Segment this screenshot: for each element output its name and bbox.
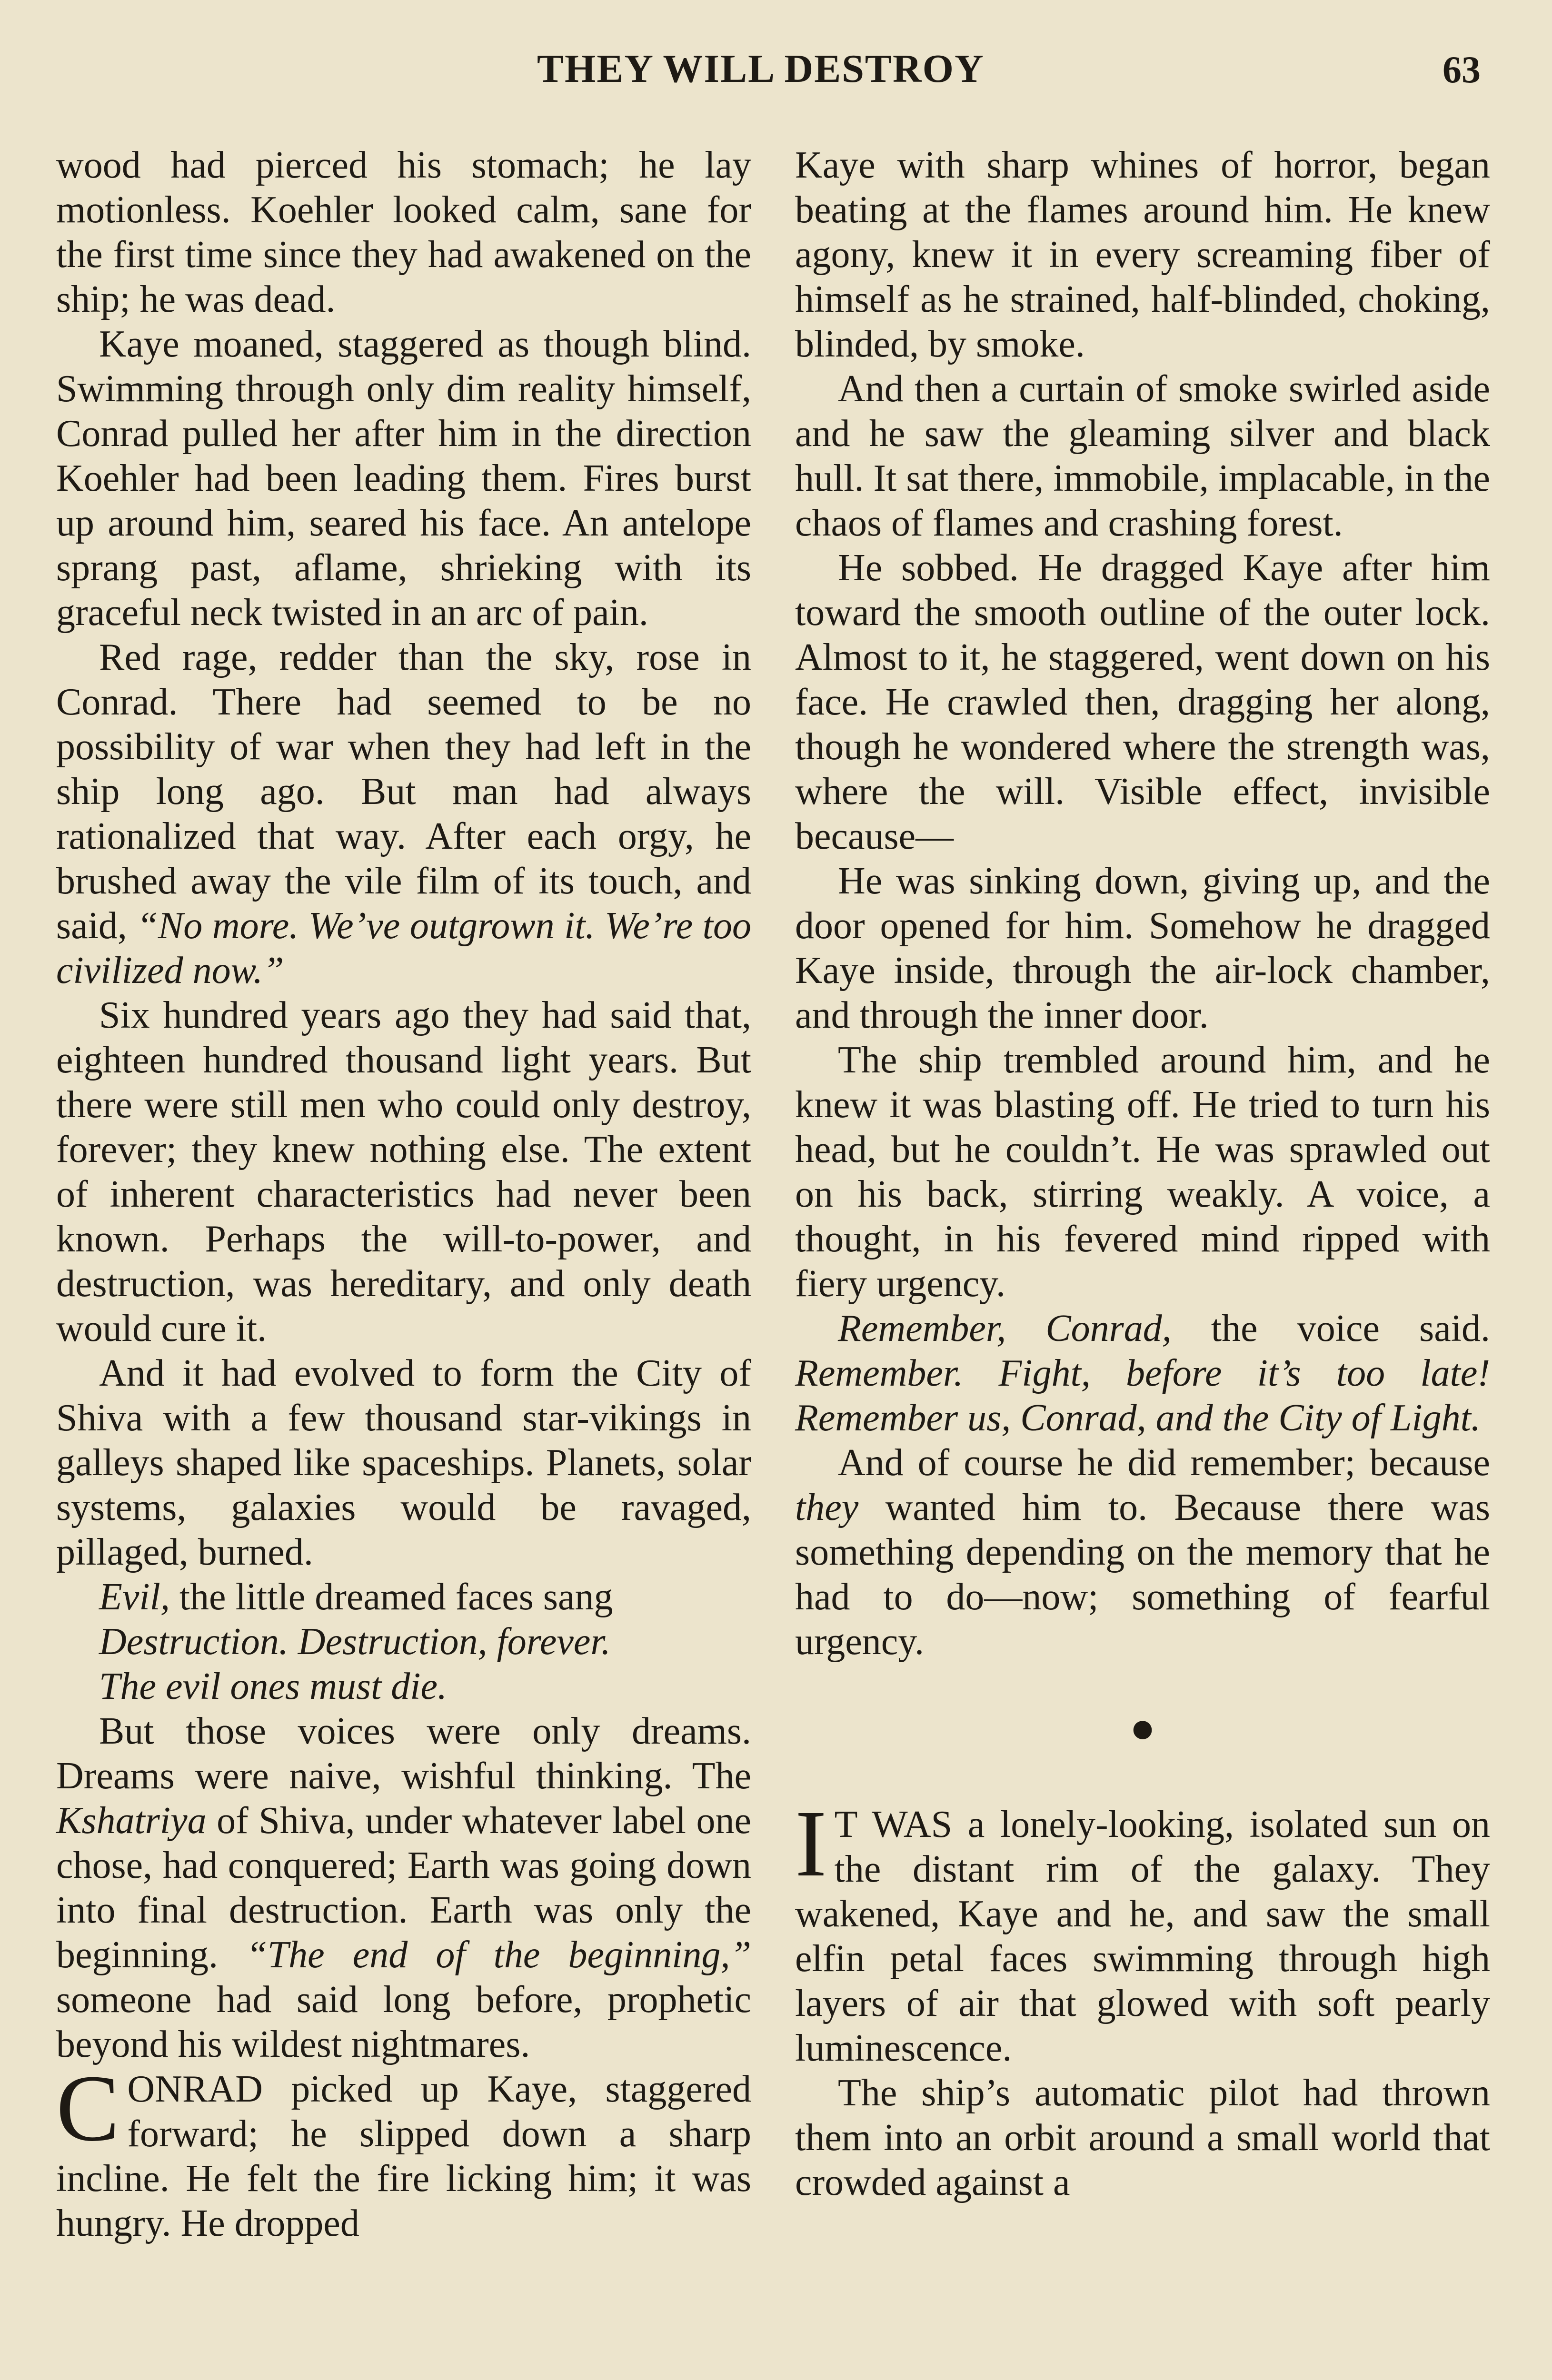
verse-line: The evil ones must die. [99, 1666, 447, 1707]
paragraph: Six hundred years ago they had said that, eighteen hundred thousand light years. But there were still men who could only destroy, forever; they knew nothing else. The extent of inherent characteristics had never been known. Perhaps the will-to-power, and destruction, was hereditary, and only death would cure it. [56, 994, 751, 1349]
verse-block [56, 1575, 751, 1709]
paragraph: Kaye with sharp whines of horror, began beating at the flames around him. He knew agony, knew it in every screaming fiber of himself as he strained, half-blinded, choking, blinded, by smoke. [795, 144, 1490, 365]
italic-quote: “No more. We’ve outgrown it. We’re too civilized now.” [56, 905, 751, 992]
verse-word: Evil, [99, 1576, 170, 1618]
italic-word: Kshatriya [56, 1800, 207, 1842]
paragraph: And then a curtain of smoke swirled aside and he saw the gleaming silver and black hull. It sat there, immobile, implacable, in the chaos of flames and crashing forest. [795, 368, 1490, 544]
section-opening-paragraph [795, 1791, 1490, 2071]
paragraph: He sobbed. He dragged Kaye after him toward the smooth outline of the outer lock. Almost to it, he staggered, went down on his face. He crawled then, dragging her along, though he wondered where the strength was, where the will. Visible effect, invisible because— [795, 547, 1490, 857]
paragraph: He was sinking down, giving up, and the door opened for him. Somehow he dragged Kaye inside, through the air-lock chamber, and through the inner door. [795, 860, 1490, 1036]
paragraph-text: Red rage, redder than the sky, rose in Conrad. There had seemed to be no possibility of war when they had left in the ship long ago. But man had always rationalized that way. After each orgy, he brushed away the vile film of its touch, and said, [56, 636, 751, 947]
section-opening-paragraph [56, 2056, 751, 2246]
verse-line [56, 1575, 751, 1619]
paragraph-text: And of course he did remember; because [838, 1442, 1490, 1484]
paragraph-text: a lonely-looking, isolated sun on the distant rim of the galaxy. They wakened, Kaye and he, and saw the small elfin petal faces swimming through high layers of air that glowed with soft pearly luminescence. [795, 1804, 1490, 2069]
drop-cap: I [795, 1791, 827, 1896]
paragraph-text: picked up Kaye, staggered forward; he slipped down a sharp incline. He felt the fire licking him; it was hungry. He dropped [56, 2068, 751, 2244]
paragraph: Kaye moaned, staggered as though blind. Swimming through only dim reality himself, Conrad pulled her after him in the direction Koehler had been leading them. Fires burst up around him, seared his face. An antelope sprang past, aflame, shrieking with its graceful neck twisted in an arc of pain. [56, 323, 751, 634]
verse-text: the little dreamed faces sang [169, 1576, 613, 1618]
paragraph: wood had pierced his stomach; he lay motionless. Koehler looked calm, sane for the first time since they had awakened on the ship; he was dead. [56, 144, 751, 320]
italic-quote: “The end of the beginning,” [246, 1934, 751, 1976]
paragraph-text: the voice said. [1171, 1308, 1490, 1349]
right-column [795, 143, 1490, 2205]
paragraph: The ship’s automatic pilot had thrown them into an orbit around a small world that crowded against a [795, 2072, 1490, 2203]
paragraph: And it had evolved to form the City of Shiva with a few thousand star-vikings in galleys shaped like spaceships. Planets, solar systems, galaxies would be ravaged, pillaged, burned. [56, 1352, 751, 1573]
paragraph [795, 1306, 1490, 1440]
paragraph [56, 635, 751, 993]
verse-line: Destruction. Destruction, forever. [99, 1621, 611, 1663]
italic-text: Remember. Fight, before it’s too late! Remember us, Conrad, and the City of Light. [795, 1352, 1490, 1439]
caps-lead: T WAS [834, 1804, 953, 1845]
page-number: 63 [1443, 49, 1481, 91]
section-break-dot: ● [1129, 1705, 1156, 1752]
paragraph [56, 1709, 751, 2067]
running-title: THEY WILL DESTROY [537, 47, 985, 91]
paragraph-text: wanted him to. Because there was something depending on the memory that he had to do—now; something of fearful urgency. [795, 1487, 1490, 1663]
left-column [56, 143, 751, 2246]
italic-text: Remember, Conrad, [838, 1308, 1172, 1349]
paragraph: The ship trembled around him, and he knew it was blasting off. He tried to turn his head, but he couldn’t. He was sprawled out on his back, stirring weakly. A voice, a thought, in his fevered mind ripped with fiery urgency. [795, 1039, 1490, 1305]
smallcaps-lead: ONRAD [127, 2068, 263, 2110]
italic-word: they [795, 1487, 859, 1528]
paragraph-text: someone had said long before, prophetic beyond his wildest nightmares. [56, 1979, 751, 2065]
paragraph-text: But those voices were only dreams. Dreams were naive, wishful thinking. The [56, 1710, 751, 1797]
paragraph-text: of Shiva, under whatever label one chose, had conquered; Earth was going down into final destruction. Earth was only the beginning. [56, 1800, 751, 1976]
drop-cap: C [56, 2056, 120, 2161]
paragraph [795, 1440, 1490, 1664]
